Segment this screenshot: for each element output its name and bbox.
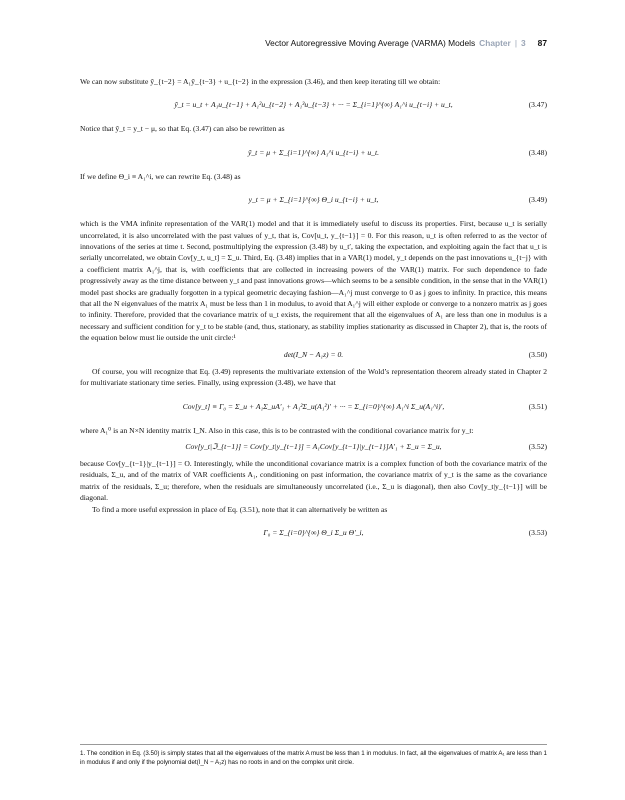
paragraph-7: because Cov[y_{t−1}|y_{t−1}] = O. Interestingly, while the unconditional covariance matrix is a complex function of both the covariance matrix of the residuals, Σ_u, and of the matrix of VAR coefficients A₁, conditioning on past information, the covariance matrix of y_t is the same as the covariance matrix of the residuals, Σ_u; therefore, when the residuals are simultaneously uncorrelated (i.e., Σ_u is diagonal), then also Cov[y_t|y_{t−1}] will be diagonal.: [80, 458, 547, 503]
paragraph-6: where A₁⁰ is an N×N identity matrix I_N. Also in this case, this is to be contrasted with the conditional covariance matrix for y_t:: [80, 425, 474, 435]
running-title: Vector Autoregressive Moving Average (VARMA) Models: [265, 38, 476, 48]
running-header: [80, 36, 547, 50]
paragraph-8: To find a more useful expression in place of Eq. (3.51), note that it can alternatively be written as: [92, 504, 388, 514]
paragraph-3: If we define Θ_i ≡ A₁^i, we can rewrite Eq. (3.48) as: [80, 171, 241, 181]
footnote-divider: [80, 744, 547, 745]
equation-body: Cov[y_t|ℑ_{t−1}] = Cov[y_t|y_{t−1}] = A₁Cov[y_{t−1}|y_{t−1}]A′₁ + Σ_u = Σ_u,: [185, 441, 442, 451]
equation-body: ỹ_t = u_t + A₁u_{t−1} + A₁²u_{t−2} + A₁³u_{t−3} + ··· = Σ_{i=1}^{∞} A₁^i u_{t−i} + u_t,: [174, 100, 453, 110]
equation-number: (3.52): [528, 441, 547, 451]
chapter-number: 3: [521, 38, 526, 48]
equation-3-53: [80, 518, 547, 548]
footnote: 1. The condition in Eq. (3.50) is simply states that all the eigenvalues of the matrix A must be less than 1 in modulus. In fact, all the eigenvalues of matrix A₁ are less than 1 in modulus if and only if the polynomial det(I_N − A₁z) has no roots in and on the complex unit circle.: [80, 750, 547, 766]
paragraph-4: which is the VMA infinite representation of the VAR(1) model and that it is immediately useful to discuss its properties. First, because u_t is serially uncorrelated, it is also uncorrelated with the past values of y_t, that is, Cov[u_t, y_{t−1}] = 0. For this reason, u_t is often referred to as the vector of innovations of the series at time t. Second, postmultiplying the expression (3.48) by u_t′, taking the expectation, and exploiting again the fact that u_t is serially uncorrelated, we obtain Cov[y_t, u_t] = Σ_u. Third, Eq. (3.48) implies that in a VAR(1) model, y_t depends on the past innovations u_{t−j} with a coefficient matrix A₁^j, that is, with coefficients that are collected in increasing powers of the VAR(1) matrix. For such dependence to fade progressively away as the time distance between y_t and past innovations grows—which seems to be a sensible condition, in the sense that in the VAR(1) model past shocks are gradually forgotten in a typical geometric decaying fashion—A₁^j must converge to 0 as j goes to infinity. In practice, this means that all the N eigenvalues of the matrix A₁ must be less than 1 in modulus, to avoid that A₁^j will either explode or converge to a nonzero matrix as j goes to infinity. Therefore, provided that the covariance matrix of u_t exists, the requirement that all the eigenvalues of A₁ are less than one in modulus is a necessary and sufficient condition for y_t to be stable (and, thus, stationary, as stability implies stationarity as discussed in Chapter 2), that is, the roots of the equation below must lie outside the unit circle:¹: [80, 219, 547, 343]
equation-body: Cov[y_t] ≡ Γ₀ = Σ_u + A₁Σ_uA′₁ + A₁²Σ_u(A₁²)′ + ··· = Σ_{i=0}^{∞} A₁^i Σ_u(A₁^i)′,: [182, 401, 445, 411]
equation-3-51: [80, 392, 547, 422]
equation-number: (3.53): [528, 527, 547, 537]
page-body: [80, 76, 547, 551]
chapter-label: Chapter: [479, 38, 511, 48]
page-number: 87: [537, 38, 547, 48]
equation-3-48: [80, 138, 547, 168]
equation-body: det(I_N − A₁z) = 0.: [283, 349, 344, 359]
equation-3-52: [80, 439, 547, 455]
equation-number: (3.49): [528, 195, 547, 205]
equation-3-47: [80, 90, 547, 120]
paragraph-1: We can now substitute ỹ_{t−2} = A₁ỹ_{t−3} + u_{t−2} in the expression (3.46), and then keep iterating till we obtain:: [80, 77, 441, 86]
equation-number: (3.47): [528, 100, 547, 110]
equation-body: Γ₀ = Σ_{i=0}^{∞} Θ_i Σ_u Θ′_i,: [263, 527, 364, 537]
equation-number: (3.51): [528, 401, 547, 411]
equation-3-50: [80, 347, 547, 363]
equation-number: (3.48): [528, 147, 547, 157]
paragraph-5: Of course, you will recognize that Eq. (3.49) represents the multivariate extension of the Wold’s representation theorem already stated in Chapter 2 for multivariate stationary time series. Finally, using expression (3.48), we have that: [80, 366, 547, 388]
equation-number: (3.50): [528, 349, 547, 359]
paragraph-2: Notice that ỹ_t = y_t − μ, so that Eq. (3.47) can also be rewritten as: [80, 124, 285, 134]
equation-3-49: [80, 185, 547, 215]
equation-body: y_t = μ + Σ_{i=1}^{∞} Θ_i u_{t−i} + u_t,: [248, 195, 379, 205]
header-separator: |: [514, 38, 517, 48]
equation-body: ỹ_t = μ + Σ_{i=1}^{∞} A₁^i u_{t−i} + u_t.: [248, 147, 379, 157]
